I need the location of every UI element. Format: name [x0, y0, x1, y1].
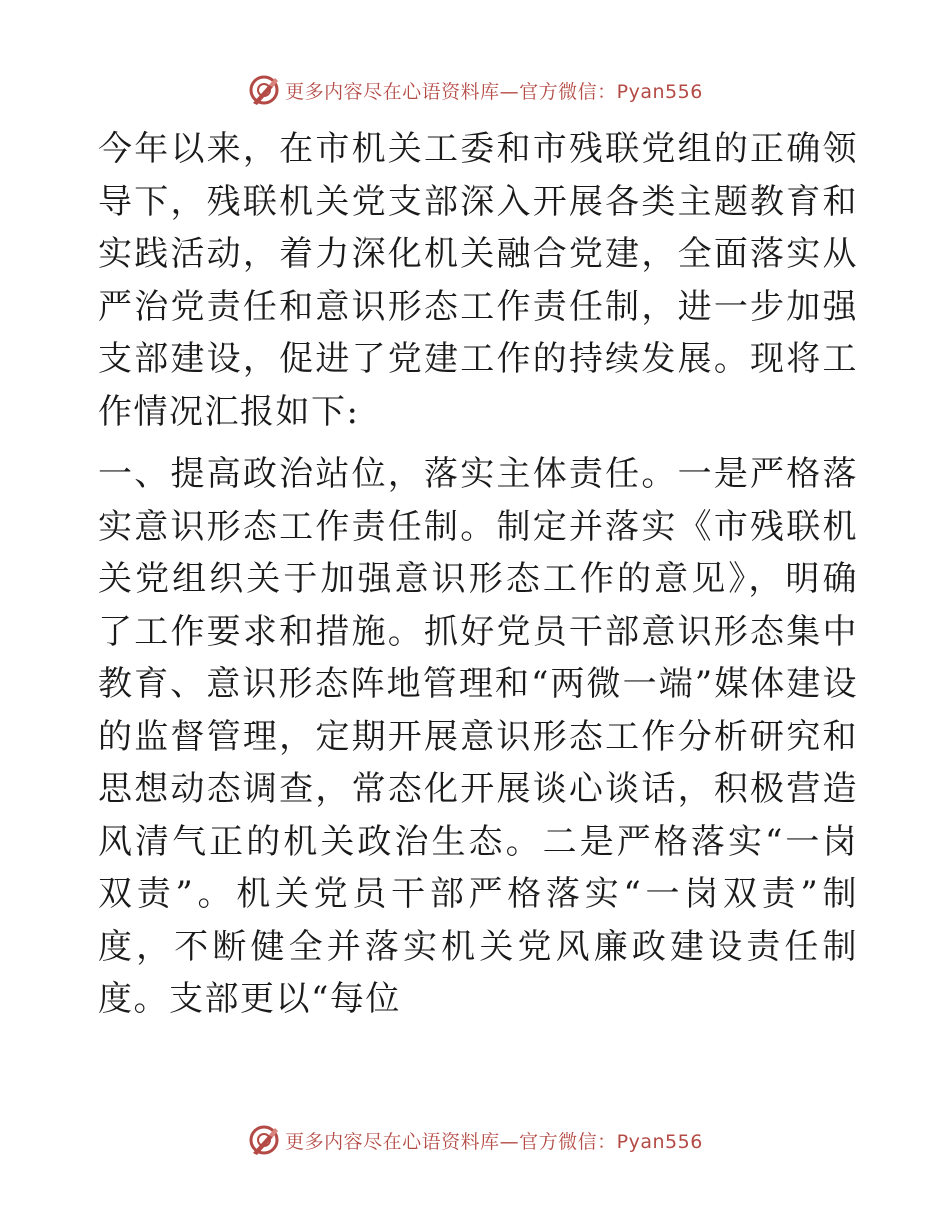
header-watermark-text: 更多内容尽在心语资料库—官方微信：Pyan556: [285, 80, 703, 103]
footer-watermark: [0, 1120, 950, 1160]
paragraph-intro: 今年以来，在市机关工委和市残联党组的正确领导下，残联机关党支部深入开展各类主题教育和实践活动，着力深化机关融合党建，全面落实从严治党责任和意识形态工作责任制，进一步加强支部建设，促进了党建工作的持续发展。现将工作情况汇报如下:: [98, 129, 858, 432]
pen-circle-logo-icon: [247, 73, 281, 107]
pen-circle-logo-icon: [247, 1123, 281, 1157]
footer-watermark-text: 更多内容尽在心语资料库—官方微信：Pyan556: [285, 1130, 703, 1153]
header-watermark: [0, 70, 950, 110]
paragraph-section-one: 一、提高政治站位，落实主体责任。一是严格落实意识形态工作责任制。制定并落实《市残联机关党组织关于加强意识形态工作的意见》，明确了工作要求和措施。抓好党员干部意识形态集中教育、意识形态阵地管理和“两微一端”媒体建设的监督管理，定期开展意识形态工作分析研究和思想动态调查，常态化开展谈心谈话，积极营造风清气正的机关政治生态。二是严格落实“一岗双责”。机关党员干部严格落实“一岗双责”制度，不断健全并落实机关党风廉政建设责任制度。支部更以“每位: [98, 454, 858, 1019]
document-body: [98, 123, 858, 1026]
